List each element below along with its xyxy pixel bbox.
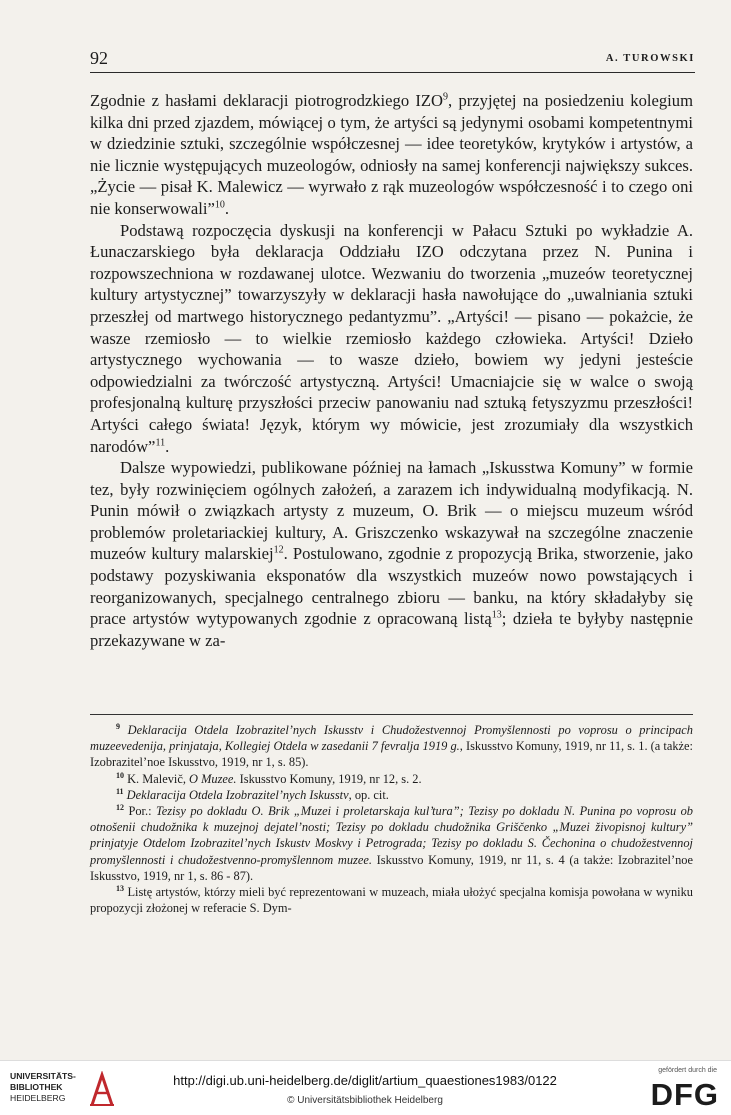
- footnote-text: Listę artystów, którzy mieli być reprezentowani w muzeach, miała ułożyć specjalna komisja powołana w wyniku propozycji złożonej w referacie S. Dym-: [90, 885, 693, 916]
- footnote-text: , Iskusstvo Komuny, 1919, nr 11, s. 1. (a także: Izobrazitel’noe Iskusstvo, 1919, nr 1, s. 85).: [90, 739, 693, 770]
- footnote-13: [90, 884, 693, 916]
- copyright-notice: © Universitätsbibliothek Heidelberg: [287, 1095, 443, 1106]
- paragraph-1: [90, 90, 693, 220]
- footnote-number: 9: [116, 721, 120, 731]
- footnote-italic: O Muzee.: [189, 771, 237, 786]
- footnote-text: , op. cit.: [348, 787, 389, 802]
- footnote-number: 13: [116, 883, 124, 893]
- dfg-funding-note: gefördert durch die: [658, 1067, 717, 1074]
- footnote-ref-13: 13: [491, 609, 502, 621]
- dfg-logo[interactable]: DFG: [650, 1077, 719, 1112]
- p3-text-a: Dalsze wypowiedzi, publikowane później na łamach „Iskusstwa Komuny” w formie tez, były rozwinięciem ogólnych założeń, a zarazem ich indywidualną modyfikacją. N. Punin mówił o związkach artysty z muzeum, O. Brik — o miejscu muzeum wśród problemów proletariackiej kultury, A. Griszczenko wskazywał na szczególne znaczenie muzeów kultury malarskiej: [90, 458, 693, 564]
- footnote-11: [90, 787, 693, 803]
- running-head: A. TUROWSKI: [605, 53, 695, 64]
- paragraph-3: [90, 457, 693, 651]
- logo-line-3: HEIDELBERG: [10, 1092, 66, 1103]
- footnote-text: Iskusstvo Komuny, 1919, nr 11, s. 4 (a także: Izobrazitel’noe Iskusstvo, 1919, nr 1, s. 86 - 87).: [90, 852, 693, 883]
- page-number: 92: [90, 48, 108, 68]
- footnotes: [90, 722, 693, 916]
- page-url-link[interactable]: http://digi.ub.uni-heidelberg.de/diglit/artium_quaestiones1983/0122: [173, 1073, 557, 1088]
- footnote-italic: Tezisy po dokladu O. Brik „Muzei i proletarskaja kul’tura”; Tezisy po dokladu N. Punina po voprosu ob otnošenii chudožnika k muzejnoj dejatel’nosti; Tezisy po dokladu chudožnika Griščenko „Muzei živopisnoj kultury” prinjatyje Otdelom Izobrazitel’nych Iskustv Moskvy i Petrograda; Tezisy po dokladu S. Čechonina o chudožestvennoj promyšlennosti i chudožestvenno-promyšlennom muzee.: [90, 804, 693, 867]
- footnote-10: [90, 771, 693, 787]
- footnote-italic: Deklaracija Otdela Izobrazitel’nych Iskusstv i Chudožestvennoj Promyšlennosti po voprosu o principach muzeevedenija, prinjataja, Kollegiej Otdela w zasedanii 7 fevralja 1919 g.: [90, 723, 693, 754]
- footnote-ref-9: 9: [443, 91, 449, 103]
- p1-text-a: Zgodnie z hasłami deklaracji piotrogrodzkiego IZO: [90, 91, 444, 110]
- viewer-footer: [0, 1060, 731, 1115]
- footnote-text: Iskusstvo Komuny, 1919, nr 12, s. 2.: [236, 771, 422, 786]
- footnote-12: [90, 803, 693, 884]
- p1-text-b: , przyjętej na posiedzeniu kolegium kilka dni przed zjazdem, mówiącej o tym, że artyści są jedynymi osobami kompetentnymi w dziedzinie sztuki, szczególnie współczesnej — idee teoretyków, krytyków i artystów, a nie licznie występujących muzeologów, odniosły na samej konferencji największy sukces. „Życie — pisał K. Malewicz — wyrwało z rąk muzeologów współczesność i to czego oni nie konserwowali”: [90, 91, 693, 218]
- footnote-number: 10: [116, 770, 124, 780]
- footnote-prefix: Por.:: [128, 804, 157, 819]
- paragraph-2: [90, 220, 693, 458]
- footnote-italic: Deklaracija Otdela Izobrazitel’nych Iskusstv: [126, 787, 349, 802]
- p1-text-c: .: [224, 198, 230, 218]
- footnote-number: 11: [116, 786, 124, 796]
- footnote-divider: [90, 714, 693, 715]
- university-seal-icon: [88, 1071, 116, 1107]
- p2-text-a: Podstawą rozpoczęcia dyskusji na konferencji w Pałacu Sztuki po wykładzie A. Łunaczarskiego była deklaracja Oddziału IZO odczytana przez N. Punina i rozpowszechniona w rozdawanej ulotce. Wezwaniu do tworzenia „muzeów teoretycznej kultury artystycznej” towarzyszyły w deklaracji hasła nawołujące do „uwalniania sztuki przeszłej od martwego historycznego pedantyzmu”. „Artyści! — pisano — pokażcie, że wasze rzemiosło — to wielkie rzemiosło każdego człowieka. Artyści! Dzieło artystycznego wychowania — to wasze dzieło, bowiem wy jedyni jesteście odpowiedzialni za twórczość artystyczną. Artyści! Umacniajcie się w walce o swoją profesjonalną kulturę przyszłości przeciw panowaniu nad sztuką fetyszyzmu przeszłości! Artyści całego świata! Język, którym wy mówicie, jest zrozumiały dla wszystkich narodów”: [90, 220, 693, 456]
- footnote-number: 12: [116, 802, 124, 812]
- university-library-wordmark: [10, 1071, 76, 1103]
- footnote-ref-11: 11: [155, 436, 166, 448]
- p2-text-b: .: [165, 436, 170, 456]
- logo-line-1: UNIVERSITÄTS-: [10, 1071, 76, 1081]
- p3-text-b: . Postulowano, zgodnie z propozycją Brika, stworzenie, jako podstawy pozyskiwania eksponatów dla wszystkich muzeów nowo powstających i reorganizowanych, specjalnego centralnego zbioru — banku, na który składałyby się prace artystów wytypowanych zgodnie z opracowaną listą: [90, 544, 693, 629]
- footnote-9: [90, 722, 693, 771]
- p3-text-c: ; dzieła te byłyby następnie przekazywane w za-: [90, 609, 693, 650]
- logo-line-2: BIBLIOTHEK: [10, 1081, 63, 1092]
- footnote-ref-10: 10: [214, 199, 225, 211]
- university-library-logo[interactable]: [10, 1071, 145, 1107]
- body-text: [90, 90, 693, 651]
- page-header: [90, 44, 695, 73]
- footnote-author: K. Malevič,: [127, 771, 190, 786]
- footnote-ref-12: 12: [273, 544, 284, 556]
